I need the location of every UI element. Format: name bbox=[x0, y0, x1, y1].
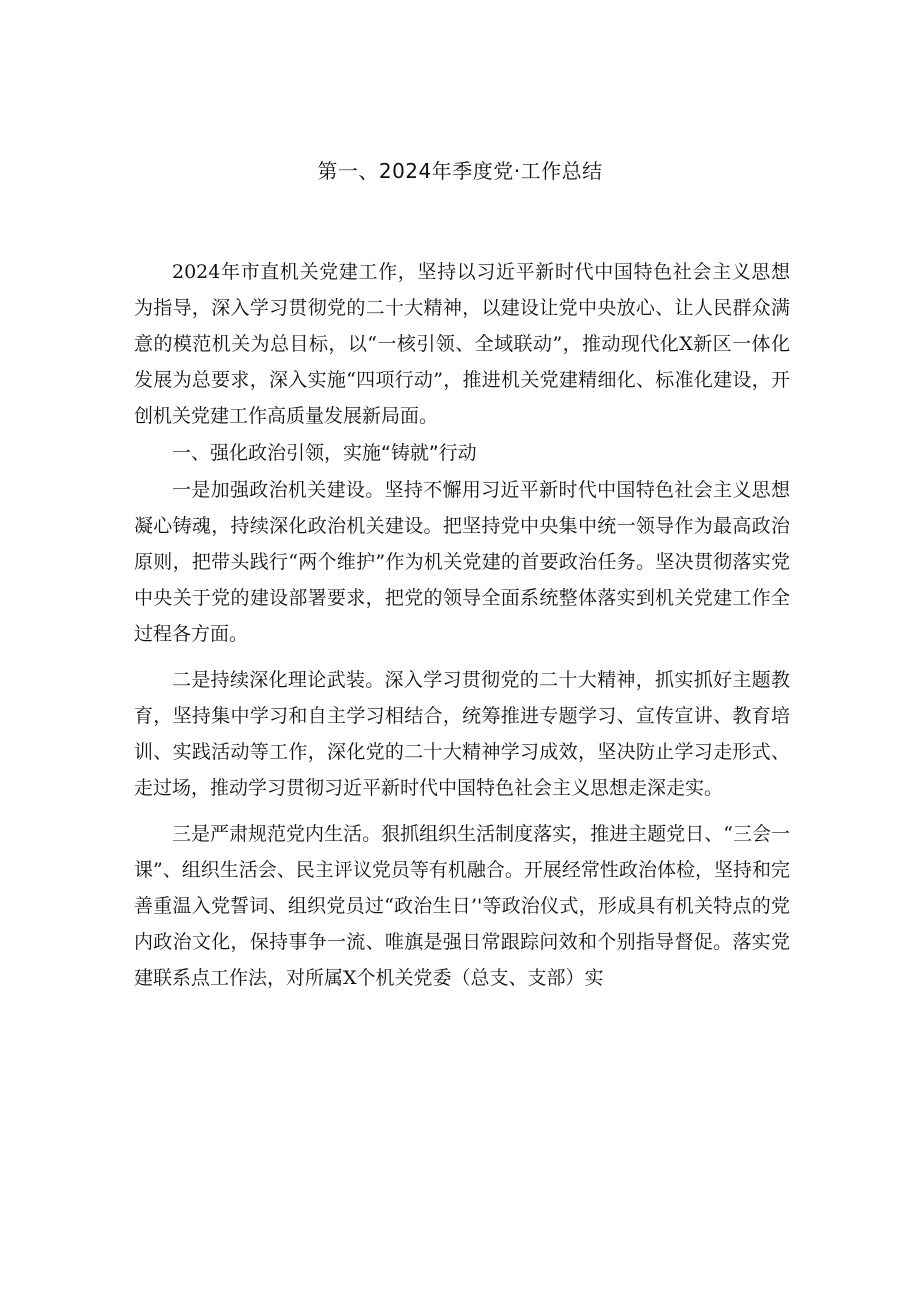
intro-paragraph: 2024年市直机关党建工作，坚持以习近平新时代中国特色社会主义思想为指导，深入学习贯彻党的二十大精神，以建设让党中央放心、让人民群众满意的模范机关为总目标，以“一核引领、全域联动”，推动现代化X新区一体化发展为总要求，深入实施“四项行动”，推进机关党建精细化、标准化建设，开创机关党建工作高质量发展新局面。 bbox=[134, 261, 790, 427]
body-paragraph-3: 三是严肃规范党内生活。狠抓组织生活制度落实，推进主题党日、“三会一课”、组织生活会、民主评议党员等有机融合。开展经常性政治体检，坚持和完善重温入党誓词、组织党员过“政治生日’'等政治仪式，形成具有机关特点的党内政治文化，保持事争一流、唯旗是强日常跟踪问效和个别指导督促。落实党建联系点工作法，对所属X个机关党委（总支、支部）实 bbox=[134, 823, 790, 989]
body-paragraph-2: 二是持续深化理论武装。深入学习贯彻党的二十大精神，抓实抓好主题教育，坚持集中学习和自主学习相结合，统筹推进专题学习、宣传宣讲、教育培训、实践活动等工作，深化党的二十大精神学习成效，坚决防止学习走形式、走过场，推动学习贯彻习近平新时代中国特色社会主义思想走深走实。 bbox=[134, 669, 790, 799]
section-heading-1: 一、强化政治引领，实施“铸就”行动 bbox=[172, 442, 477, 464]
document-title: 第一、2024年季度党·工作总结 bbox=[317, 159, 603, 183]
document-body bbox=[134, 254, 790, 996]
body-paragraph-1: 一是加强政治机关建设。坚持不懈用习近平新时代中国特色社会主义思想凝心铸魂，持续深化政治机关建设。把坚持党中央集中统一领导作为最高政治原则，把带头践行“两个维护”作为机关党建的首要政治任务。坚决贯彻落实党中央关于党的建设部署要求，把党的领导全面系统整体落实到机关党建工作全过程各方面。 bbox=[134, 479, 790, 645]
